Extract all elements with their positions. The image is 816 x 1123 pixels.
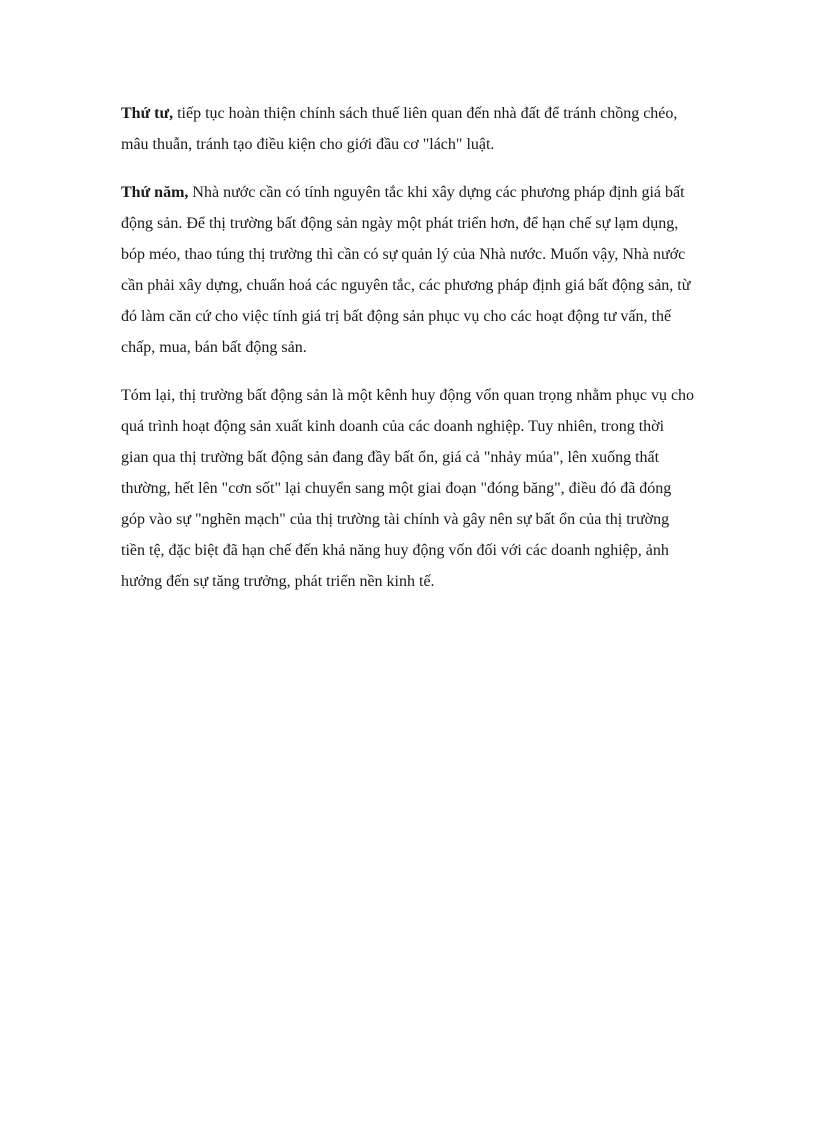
document-body	[121, 98, 695, 614]
paragraph-lead: Thứ năm,	[121, 184, 189, 201]
paragraph-thu-nam	[121, 177, 695, 363]
paragraph-tom-lai	[121, 380, 695, 597]
paragraph-text: Nhà nước cần có tính nguyên tắc khi xây dựng các phương pháp định giá bất động sản. Để thị trường bất động sản ngày một phát triển hơn, để hạn chế sự lạm dụng, bóp méo, thao túng thị trường thì cần có sự quản lý của Nhà nước. Muốn vậy, Nhà nước cần phải xây dựng, chuẩn hoá các nguyên tắc, các phương pháp định giá bất động sản, từ đó làm căn cứ cho việc tính giá trị bất động sản phục vụ cho các hoạt động tư vấn, thế chấp, mua, bán bất động sản.	[121, 184, 691, 356]
paragraph-thu-tu	[121, 98, 695, 160]
paragraph-lead: Thứ tư,	[121, 105, 174, 122]
paragraph-text: Tóm lại, thị trường bất động sản là một kênh huy động vốn quan trọng nhằm phục vụ cho quá trình hoạt động sản xuất kinh doanh của các doanh nghiệp. Tuy nhiên, trong thời gian qua thị trường bất động sản đang đầy bất ổn, giá cả "nhảy múa", lên xuống thất thường, hết lên "cơn sốt" lại chuyển sang một giai đoạn "đóng băng", điều đó đã đóng góp vào sự "nghẽn mạch" của thị trường tài chính và gây nên sự bất ổn của thị trường tiền tệ, đặc biệt đã hạn chế đến khả năng huy động vốn đối với các doanh nghiệp, ảnh hưởng đến sự tăng trưởng, phát triển nền kinh tế.	[121, 387, 695, 590]
paragraph-text: tiếp tục hoàn thiện chính sách thuế liên quan đến nhà đất để tránh chồng chéo, mâu thuẫn, tránh tạo điều kiện cho giới đầu cơ "lách" luật.	[121, 105, 678, 153]
